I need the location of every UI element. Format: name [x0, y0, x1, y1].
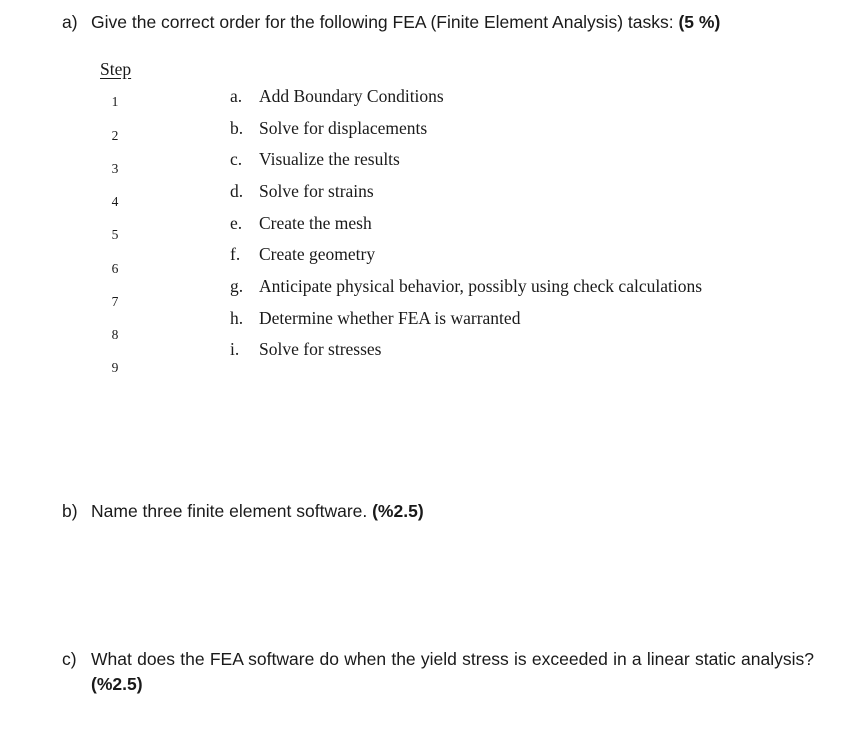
step-number: 5 — [111, 227, 119, 242]
step-number: 3 — [111, 161, 119, 176]
task-text: Solve for displacements — [259, 118, 428, 138]
task-item — [230, 213, 372, 234]
question-c-marks: (%2.5) — [91, 674, 143, 694]
step-number: 4 — [111, 194, 119, 209]
question-a-label: a) — [62, 12, 78, 32]
task-letter: a. — [230, 86, 243, 106]
task-item — [230, 118, 427, 139]
task-letter: b. — [230, 118, 244, 138]
task-letter: e. — [230, 213, 243, 233]
step-number: 7 — [111, 294, 119, 309]
question-a-text — [91, 10, 720, 35]
task-item — [230, 276, 702, 297]
question-b-marks: (%2.5) — [372, 501, 424, 521]
question-a — [62, 10, 842, 36]
step-number: 8 — [111, 327, 119, 342]
question-c — [62, 647, 814, 699]
question-a-prompt: Give the correct order for the following FEA (Finite Element Analysis) tasks: — [91, 12, 679, 32]
step-column-header: Step — [100, 59, 132, 79]
task-text: Anticipate physical behavior, possibly using check calculations — [259, 276, 703, 296]
task-item — [230, 149, 400, 170]
task-item — [230, 308, 520, 329]
task-letter: c. — [230, 149, 243, 169]
task-letter: g. — [230, 276, 244, 296]
task-item — [230, 86, 444, 107]
task-letter: i. — [230, 339, 240, 359]
step-number: 9 — [111, 360, 119, 375]
question-b-text — [91, 499, 424, 524]
question-c-text — [91, 647, 814, 697]
question-b — [62, 499, 842, 525]
task-letter: d. — [230, 181, 244, 201]
task-text: Add Boundary Conditions — [259, 86, 444, 106]
task-text: Determine whether FEA is warranted — [259, 308, 521, 328]
step-number: 2 — [111, 128, 119, 143]
task-item — [230, 339, 381, 360]
task-item — [230, 181, 374, 202]
task-letter: h. — [230, 308, 244, 328]
task-text: Solve for strains — [259, 181, 374, 201]
question-b-label: b) — [62, 501, 78, 521]
step-number: 1 — [111, 94, 119, 109]
step-number: 6 — [111, 261, 119, 276]
question-c-prompt: What does the FEA software do when the yield stress is exceeded in a linear static analysis? — [91, 649, 814, 669]
question-c-label: c) — [62, 649, 77, 669]
question-b-prompt: Name three finite element software. — [91, 501, 373, 521]
task-text: Create the mesh — [259, 213, 372, 233]
task-text: Solve for stresses — [259, 339, 382, 359]
task-letter: f. — [230, 244, 241, 264]
task-item — [230, 244, 375, 265]
question-a-marks: (5 %) — [678, 12, 721, 32]
task-text: Create geometry — [259, 244, 376, 264]
task-text: Visualize the results — [259, 149, 400, 169]
